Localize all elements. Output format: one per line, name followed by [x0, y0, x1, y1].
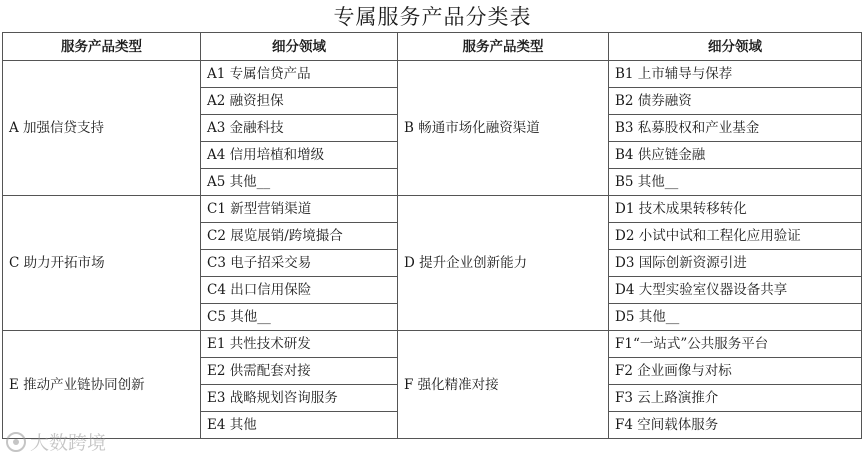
subdomain-cell: E2 供需配套对接	[201, 358, 398, 385]
service-type-cell: C 助力开拓市场	[3, 196, 201, 331]
subdomain-cell: C3 电子招采交易	[201, 250, 398, 277]
subdomain-cell: B2 债券融资	[609, 88, 862, 115]
service-type-cell: F 强化精准对接	[398, 331, 609, 439]
subdomain-cell: D4 大型实验室仪器设备共享	[609, 277, 862, 304]
subdomain-cell: F4 空间载体服务	[609, 412, 862, 439]
subdomain-cell: C1 新型营销渠道	[201, 196, 398, 223]
subdomain-cell: A4 信用培植和增级	[201, 142, 398, 169]
subdomain-cell: C2 展览展销/跨境撮合	[201, 223, 398, 250]
subdomain-cell: B5 其他__	[609, 169, 862, 196]
table-row	[3, 196, 862, 223]
subdomain-cell: F2 企业画像与对标	[609, 358, 862, 385]
subdomain-cell: D1 技术成果转移转化	[609, 196, 862, 223]
header-subdomain-right: 细分领域	[609, 33, 862, 61]
subdomain-cell: B4 供应链金融	[609, 142, 862, 169]
subdomain-cell: D2 小试中试和工程化应用验证	[609, 223, 862, 250]
classification-table	[2, 32, 862, 439]
table-row	[3, 61, 862, 88]
subdomain-cell: C5 其他__	[201, 304, 398, 331]
subdomain-cell: E3 战略规划咨询服务	[201, 385, 398, 412]
subdomain-cell: E1 共性技术研发	[201, 331, 398, 358]
service-type-cell: B 畅通市场化融资渠道	[398, 61, 609, 196]
page-title: 专属服务产品分类表	[333, 5, 532, 29]
header-service-type-right: 服务产品类型	[398, 33, 609, 61]
subdomain-cell: B3 私募股权和产业基金	[609, 115, 862, 142]
table-row	[3, 331, 862, 358]
subdomain-cell: B1 上市辅导与保荐	[609, 61, 862, 88]
service-type-cell: E 推动产业链协同创新	[3, 331, 201, 439]
header-subdomain-left: 细分领域	[201, 33, 398, 61]
watermark-text: 大数跨境	[30, 432, 107, 454]
service-type-cell: D 提升企业创新能力	[398, 196, 609, 331]
subdomain-cell: A3 金融科技	[201, 115, 398, 142]
subdomain-cell: C4 出口信用保险	[201, 277, 398, 304]
header-row	[3, 33, 862, 61]
subdomain-cell: D3 国际创新资源引进	[609, 250, 862, 277]
header-service-type-left: 服务产品类型	[3, 33, 201, 61]
subdomain-cell: D5 其他__	[609, 304, 862, 331]
subdomain-cell: A2 融资担保	[201, 88, 398, 115]
subdomain-cell: A5 其他__	[201, 169, 398, 196]
subdomain-cell: F3 云上路演推介	[609, 385, 862, 412]
subdomain-cell: F1“一站式”公共服务平台	[609, 331, 862, 358]
service-type-cell: A 加强信贷支持	[3, 61, 201, 196]
subdomain-cell: A1 专属信贷产品	[201, 61, 398, 88]
subdomain-cell: E4 其他	[201, 412, 398, 439]
